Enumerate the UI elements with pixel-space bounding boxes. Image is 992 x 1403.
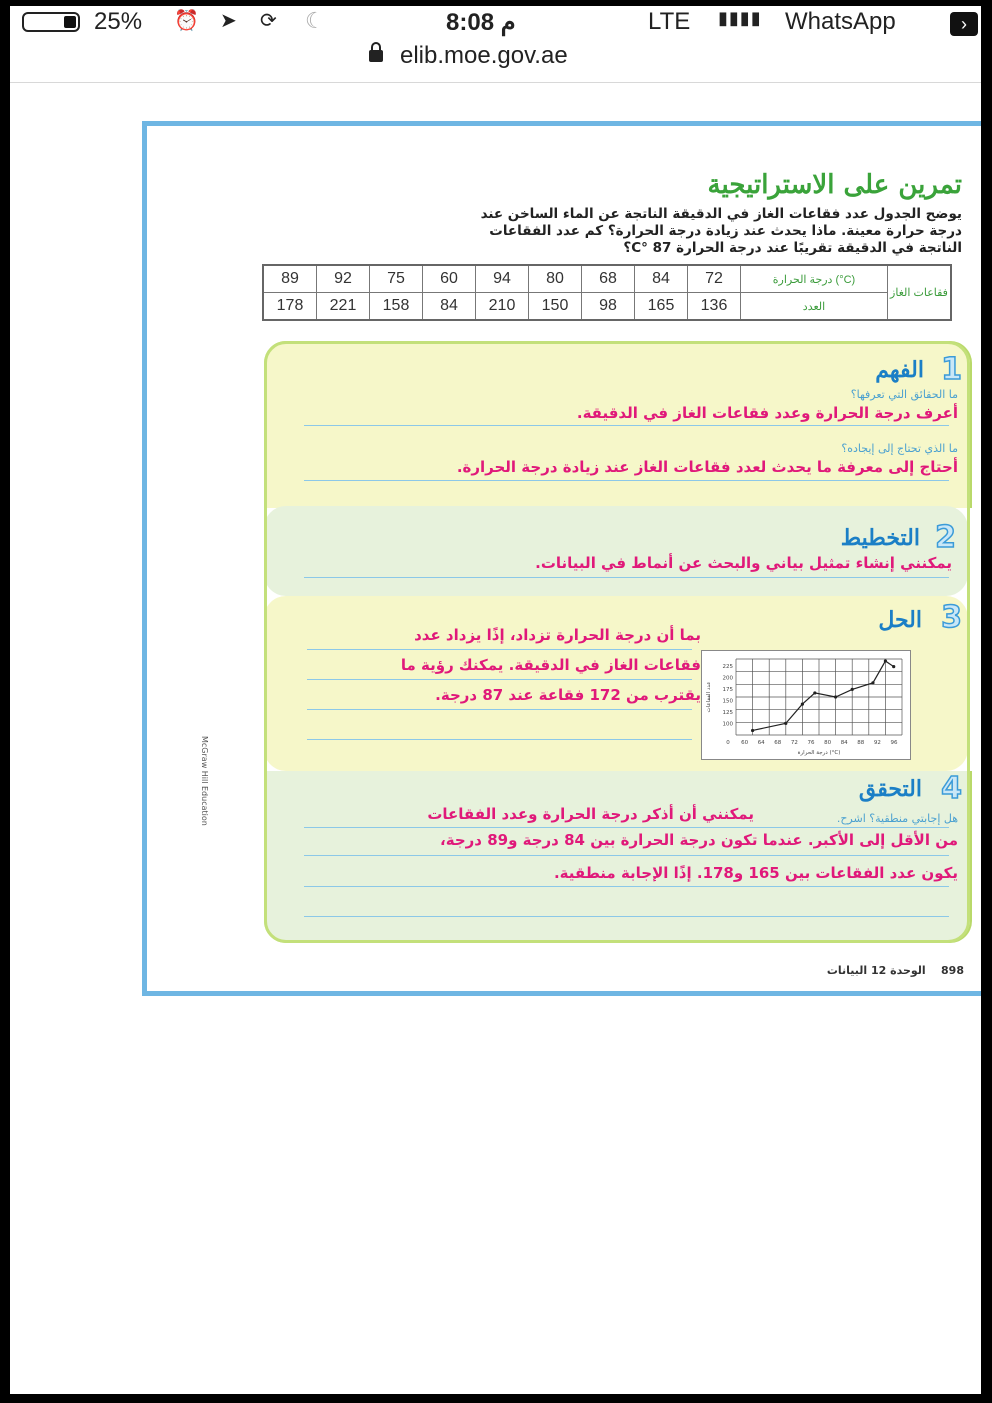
answer-text: أحتاج إلى معرفة ما يحدث لعدد فقاعات الغاز عند زيادة درجة الحرارة. xyxy=(456,458,958,476)
table-cell: 80 xyxy=(529,265,582,293)
row-label-count: العدد xyxy=(741,293,888,321)
answer-line xyxy=(304,855,949,856)
moon-icon: ☾ xyxy=(305,8,325,33)
answer-text: يمكنني إنشاء تمثيل بياني والبحث عن أنماط في البيانات. xyxy=(535,554,952,572)
table-cell: 89 xyxy=(263,265,317,293)
x-tick-label: 92 xyxy=(873,740,881,746)
answer-line xyxy=(307,649,692,650)
clock: 8:08 م xyxy=(446,9,516,36)
table-cell: 84 xyxy=(635,265,688,293)
step-number: 4 xyxy=(941,771,962,806)
table-cell: 178 xyxy=(263,293,317,321)
chevron-right-icon[interactable]: › xyxy=(950,12,978,36)
table-cell: 72 xyxy=(688,265,741,293)
data-point xyxy=(871,681,874,684)
battery-percent: 25% xyxy=(94,8,143,35)
table-cell: 165 xyxy=(635,293,688,321)
x-tick-label: 76 xyxy=(807,740,815,746)
answer-line xyxy=(304,886,949,887)
table-cell: 92 xyxy=(317,265,370,293)
x-tick-label: 0 xyxy=(726,740,730,746)
data-table xyxy=(262,264,952,321)
answer-line xyxy=(307,739,692,740)
data-point xyxy=(801,702,804,705)
data-point xyxy=(884,659,887,662)
table-cell: 75 xyxy=(370,265,423,293)
step-title-understand: الفهم xyxy=(875,357,924,383)
answer-text: يمكنني أن أذكر درجة الحرارة وعدد الفقاعات xyxy=(427,805,754,823)
question-label: ما الذي تحتاج إلى إيجاده؟ xyxy=(841,442,958,455)
table-row-temperatures xyxy=(263,265,951,293)
step-number: 1 xyxy=(941,352,962,387)
question-label: هل إجابتي منطقية؟ اشرح. xyxy=(836,812,958,825)
answer-text: أعرف درجة الحرارة وعدد فقاعات الغاز في الدقيقة. xyxy=(576,404,958,422)
table-cell: 98 xyxy=(582,293,635,321)
step-title-plan: التخطيط xyxy=(840,525,920,551)
alarm-icon: ⏰ xyxy=(174,10,199,32)
answer-line xyxy=(304,916,949,917)
answer-text: من الأقل إلى الأكبر. عندما تكون درجة الحرارة بين 84 درجة و89 درجة، xyxy=(440,831,958,849)
battery-icon xyxy=(22,12,80,32)
step-title-check: التحقق xyxy=(858,776,922,802)
data-point xyxy=(851,688,854,691)
phone-screen xyxy=(10,6,981,1394)
answer-line xyxy=(304,480,949,481)
table-side-label: فقاعات الغاز xyxy=(888,265,952,320)
answer-text: يكون عدد الفقاعات بين 165 و178. إذًا الإجابة منطقية. xyxy=(553,864,958,882)
step-number: 3 xyxy=(941,600,962,635)
signal-icon: ▮▮▮▮ xyxy=(718,8,762,28)
page-number: 898 xyxy=(941,964,964,977)
answer-text: بما أن درجة الحرارة تزداد، إذًا يزداد عدد xyxy=(414,626,701,644)
page-footer xyxy=(827,964,964,977)
intro-line: الناتجة في الدقيقة تقريبًا عند درجة الحرارة 87 °C؟ xyxy=(623,240,962,256)
row-label-temperature: درجة الحرارة (°C) xyxy=(741,265,888,293)
data-point xyxy=(892,665,895,668)
y-tick-label: 200 xyxy=(722,675,733,682)
x-tick-label: 68 xyxy=(774,740,782,746)
x-tick-label: 88 xyxy=(857,740,865,746)
x-tick-label: 84 xyxy=(840,740,848,746)
unit-label: الوحدة 12 البيانات xyxy=(826,964,926,977)
table-cell: 150 xyxy=(529,293,582,321)
x-axis-label: درجة الحرارة (°C) xyxy=(797,750,841,756)
y-tick-label: 125 xyxy=(722,709,733,716)
y-tick-label: 100 xyxy=(722,721,733,728)
answer-line xyxy=(304,827,949,828)
x-tick-label: 72 xyxy=(790,740,798,746)
page-title: تمرين على الاستراتيجية xyxy=(707,170,962,200)
answer-line xyxy=(304,577,949,578)
network-type: LTE xyxy=(648,8,691,35)
data-point xyxy=(784,722,787,725)
table-cell: 68 xyxy=(582,265,635,293)
data-point xyxy=(813,691,816,694)
answer-text: يقترب من 172 فقاعة عند 87 درجة. xyxy=(435,686,701,704)
y-tick-label: 150 xyxy=(722,698,733,705)
data-point xyxy=(751,729,754,732)
y-axis-label: عدد الفقاعات xyxy=(706,681,712,713)
question-label: ما الحقائق التي تعرفها؟ xyxy=(850,388,958,401)
status-bar xyxy=(10,6,981,40)
intro-line: يوضح الجدول عدد فقاعات الغاز في الدقيقة الناتجة عن الماء الساخن عند xyxy=(480,206,962,222)
publisher-credit: McGraw Hill Education xyxy=(200,736,209,826)
step-title-solve: الحل xyxy=(878,607,922,633)
rotation-lock-icon: ⟳ xyxy=(260,10,277,32)
answer-line xyxy=(307,709,692,710)
x-tick-label: 60 xyxy=(741,740,749,746)
y-tick-label: 175 xyxy=(722,686,733,693)
answer-text: فقاعات الغاز في الدقيقة. يمكنك رؤية ما xyxy=(400,656,701,674)
lock-icon xyxy=(369,50,383,62)
line-graph xyxy=(701,650,911,760)
line-chart xyxy=(702,651,910,759)
x-tick-label: 64 xyxy=(757,740,765,746)
url-text[interactable]: elib.moe.gov.ae xyxy=(400,42,568,69)
back-to-app[interactable]: WhatsApp xyxy=(785,8,896,35)
y-tick-label: 225 xyxy=(722,663,733,670)
table-row-counts xyxy=(263,293,951,321)
location-arrow-icon: ➤ xyxy=(220,10,237,32)
table-cell: 221 xyxy=(317,293,370,321)
table-cell: 136 xyxy=(688,293,741,321)
table-cell: 94 xyxy=(476,265,529,293)
table-cell: 210 xyxy=(476,293,529,321)
step-number: 2 xyxy=(935,520,956,555)
x-tick-label: 96 xyxy=(890,740,898,746)
answer-line xyxy=(304,425,949,426)
table-cell: 84 xyxy=(423,293,476,321)
intro-line: درجة حرارة معينة. ماذا يحدث عند زيادة درجة الحرارة؟ كم عدد الفقاعات xyxy=(489,223,962,239)
x-tick-label: 80 xyxy=(824,740,832,746)
book-page xyxy=(142,121,981,996)
table-cell: 60 xyxy=(423,265,476,293)
url-bar[interactable] xyxy=(10,40,981,83)
answer-line xyxy=(307,679,692,680)
table-cell: 158 xyxy=(370,293,423,321)
intro-text xyxy=(362,206,962,257)
data-point xyxy=(834,695,837,698)
